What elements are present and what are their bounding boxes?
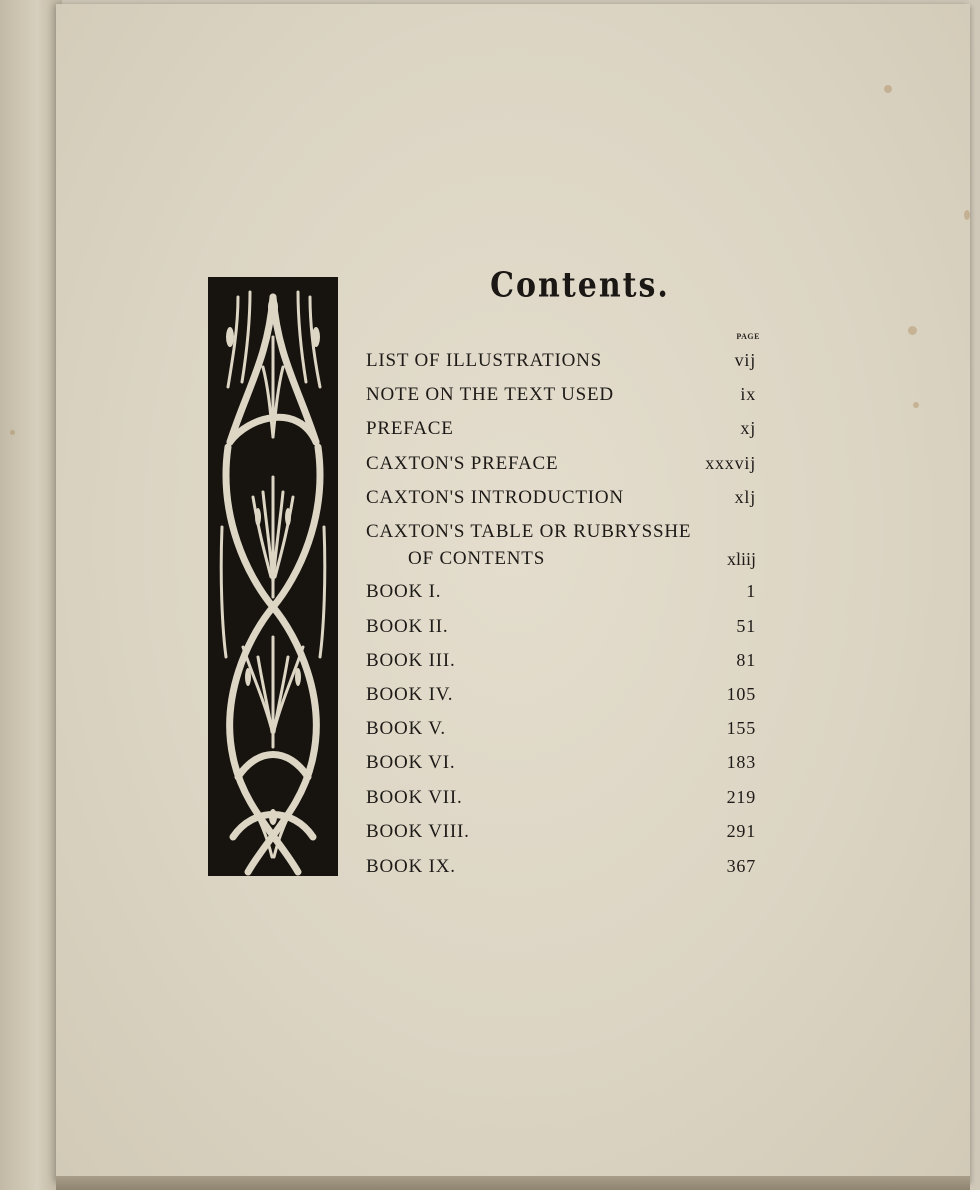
toc-entry — [366, 453, 756, 483]
foxing-spot — [884, 85, 892, 93]
toc-entry-page: 81 — [736, 650, 756, 670]
toc-entry-label: BOOK II. — [366, 616, 449, 637]
toc-entry — [366, 856, 756, 886]
toc-entry-label: CAXTON'S TABLE OR RUBRYSSHE — [366, 521, 692, 542]
toc-entry-label: CAXTON'S PREFACE — [366, 453, 559, 474]
toc-entry-label: BOOK V. — [366, 718, 446, 739]
toc-entry-label-continued: OF CONTENTS — [408, 548, 546, 569]
page-bottom-edge — [56, 1176, 970, 1190]
toc-entry — [366, 384, 756, 414]
toc-entry-label: BOOK IV. — [366, 684, 454, 705]
toc-entry-label: BOOK VII. — [366, 787, 463, 808]
toc-entry-page: xj — [740, 418, 756, 438]
foxing-spot — [964, 210, 970, 220]
contents-title: Contents. — [490, 265, 670, 306]
floral-ornament-panel — [208, 277, 338, 876]
toc-entry-page: 155 — [726, 718, 756, 738]
toc-entry-page: 105 — [726, 684, 756, 704]
toc-entry-page: 219 — [726, 787, 756, 807]
toc-entry-label: PREFACE — [366, 418, 454, 439]
foxing-spot — [913, 402, 919, 408]
toc-entry-label: LIST OF ILLUSTRATIONS — [366, 350, 603, 371]
toc-entry-label: CAXTON'S INTRODUCTION — [366, 487, 624, 508]
toc-entry-page: xliij — [726, 549, 756, 569]
toc-entry — [366, 821, 756, 851]
toc-entry — [366, 787, 756, 817]
toc-entry-label: BOOK I. — [366, 581, 442, 602]
toc-entry-page: vij — [734, 350, 756, 370]
foxing-spot — [908, 326, 917, 335]
toc-entry — [366, 350, 756, 380]
toc-entry — [366, 650, 756, 680]
toc-entry — [366, 418, 756, 448]
toc-entry-page: 1 — [746, 581, 756, 601]
page-column-label: PAGE — [736, 332, 760, 341]
toc-entry-label: NOTE ON THE TEXT USED — [366, 384, 614, 405]
toc-entry-page: xxxvij — [705, 453, 756, 473]
toc-entry — [366, 718, 756, 748]
toc-entry-page: 367 — [726, 856, 756, 876]
toc-entry-page: xlj — [734, 487, 756, 507]
toc-entry-page: 291 — [726, 821, 756, 841]
toc-entry — [366, 616, 756, 646]
toc-entry — [366, 487, 756, 517]
toc-entry-page: 183 — [726, 752, 756, 772]
toc-entry — [366, 752, 756, 782]
book-gutter-edge — [0, 0, 62, 1190]
foxing-spot — [10, 430, 15, 435]
toc-entry-label: BOOK III. — [366, 650, 456, 671]
toc-entry — [366, 684, 756, 714]
toc-entry-page: ix — [740, 384, 756, 404]
toc-entry-label: BOOK VIII. — [366, 821, 470, 842]
toc-entry — [366, 521, 756, 551]
toc-entry — [366, 581, 756, 611]
toc-entry-label: BOOK IX. — [366, 856, 456, 877]
toc-entry-page: 51 — [736, 616, 756, 636]
toc-entry-label: BOOK VI. — [366, 752, 456, 773]
